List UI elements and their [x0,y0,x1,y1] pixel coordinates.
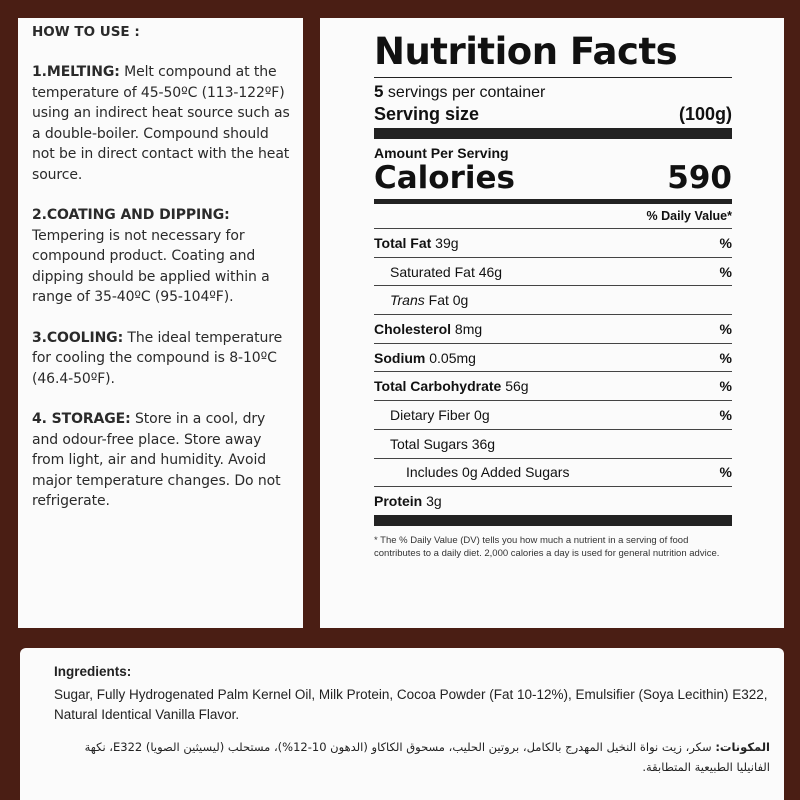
row-saturated-fat: Saturated Fat 46g % [374,257,732,286]
daily-value-header: % Daily Value* [646,209,732,223]
row-added-sugars: Includes 0g Added Sugars % [374,458,732,487]
row-sodium: Sodium 0.05mg % [374,343,732,372]
step-coating: 2.COATING AND DIPPING: Tempering is not necessary for compound product. Coating and dipping should be applied within a range of 35-40ºC (95-104ºF). [32,207,270,305]
amount-per-serving: Amount Per Serving [374,145,509,161]
how-to-use-heading: HOW TO USE : [32,24,140,40]
divider [374,77,732,78]
nutrition-facts-panel [320,18,784,628]
thick-divider-bottom [374,515,732,526]
ingredients-text: Sugar, Fully Hydrogenated Palm Kernel Oil, Milk Protein, Cocoa Powder (Fat 10-12%), Emulsifier (Soya Lecithin) E322, Natural Identical Vanilla Flavor. [54,687,768,722]
calories: Calories 590 [374,160,732,196]
step-melting: 1.MELTING: Melt compound at the temperature of 45-50ºC (113-122ºF) using an indirect heat source such as a double-boiler. Compound should not be in direct contact with the heat source. [32,64,290,183]
servings-per-container: 5 servings per container [374,82,546,101]
row-total-fat: Total Fat 39g % [374,228,732,257]
how-to-use-panel [18,18,303,628]
row-total-carbohydrate: Total Carbohydrate 56g % [374,371,732,400]
nutrition-title: Nutrition Facts [374,30,678,73]
row-trans-fat: Trans Fat 0g [374,285,732,314]
ingredients-heading: Ingredients: [54,664,132,679]
step-cooling: 3.COOLING: The ideal temperature for cooling the compound is 8-10ºC (46.4-50ºF). [32,329,283,387]
row-total-sugars: Total Sugars 36g [374,429,732,458]
row-dietary-fiber: Dietary Fiber 0g % [374,400,732,429]
serving-size: Serving size (100g) [374,104,732,124]
row-cholesterol: Cholesterol 8mg % [374,314,732,343]
ingredients-panel [20,648,784,800]
step-storage: 4. STORAGE: Store in a cool, dry and odour-free place. Store away from light, air and humidity. Avoid major temperature changes. Do not refrigerate. [32,411,281,509]
row-protein: Protein 3g [374,486,732,515]
thick-divider [374,128,732,139]
daily-value-footnote: * The % Daily Value (DV) tells you how much a nutrient in a serving of food contributes to a daily diet. 2,000 calories a day is used for general nutrition advice. [374,534,720,559]
ingredients-arabic: المكونات: سكر، زيت نواة النخيل المهدرج بالكامل، بروتين الحليب، مسحوق الكاكاو (الدهون 10-12%)، مستحلب (ليسيثين الصويا) E322، نكهة الفانيليا الطبيعية المتطابقة. [84,740,770,774]
